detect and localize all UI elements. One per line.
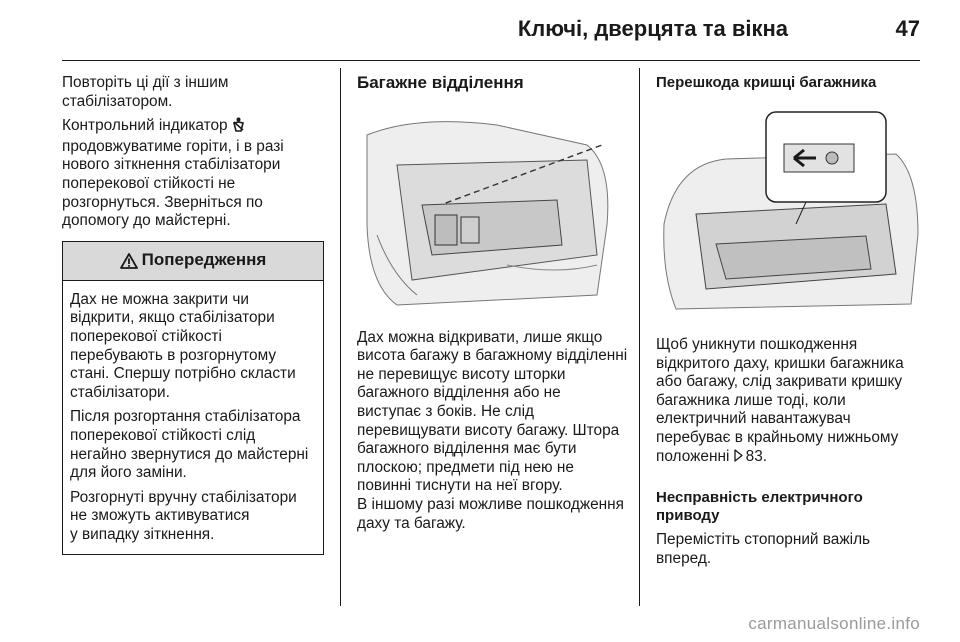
page-reference-arrow-icon [734,449,743,468]
column-3 [656,74,918,574]
col1-para-1: Повторіть ці дії з іншим стабілізатором. [62,74,229,110]
col1-para-2: Контрольний індикатор продовжуватиме горіти, і в разі нового зіткнення стабілізатори поперекової стійкості не розгорнуться. Зверніться по допомогу до майстерні. [62,117,284,230]
col2-para: Дах можна відкривати, лише якщо висота багажу в багажному відділенні не перевищує висоту шторки багажного відділення або не виступає з боків. Не слід перевищувати висоту багажу. Штора багажного відділення має бути плоскою; предмети під нею не повинні тиснути на неї вгору. В іншому разі можливе пошкодження даху та багажу. [357,328,628,532]
warning-title: Попередження [141,250,267,270]
page-reference[interactable]: 83. [745,447,768,465]
warning-para-1: Дах не можна закрити чи відкрити, якщо стабілізатори поперекової стійкості перебувають в розгорнутому стані. Спершу потрібно скласти стабілізатори. [70,290,296,401]
page-number: 47 [895,16,920,41]
subsection-title-drive-fault: Несправність електричного приводу [656,489,863,525]
trunk-lid-illustration [656,104,921,314]
warning-box [62,241,324,556]
luggage-compartment-illustration [357,105,622,315]
warning-header [63,242,323,281]
warning-body [63,281,323,555]
seat-belt-indicator-icon [232,117,245,138]
column-1 [62,74,324,555]
header-rule [62,60,920,61]
column-divider-2 [639,68,640,606]
warning-para-2: Після розгортання стабілізатора поперекової стійкості слід негайно звернутися до майстерні для його заміни. [70,408,309,482]
header-title: Ключі, дверцята та вікна [517,16,788,41]
watermark: carmanualsonline.info [748,614,920,633]
column-2 [357,74,629,539]
section-title-luggage: Багажне відділення [357,73,524,92]
section-title-trunk-obstruction: Перешкода кришці багажника [656,74,877,91]
col3-para: Щоб уникнути пошкодження відкритого даху, кришки багажника або багажу, слід закривати кришку багажника лише тоді, коли електричний навантажувач перебуває в крайньому нижньому положенні 83. [656,336,918,467]
column-divider-1 [340,68,341,606]
col3-para-2: Перемістіть стопорний важіль вперед. [656,531,871,567]
warning-triangle-icon [120,253,138,269]
warning-para-3: Розгорнуті вручну стабілізатори не зможуть активуватися у випадку зіткнення. [70,488,297,543]
